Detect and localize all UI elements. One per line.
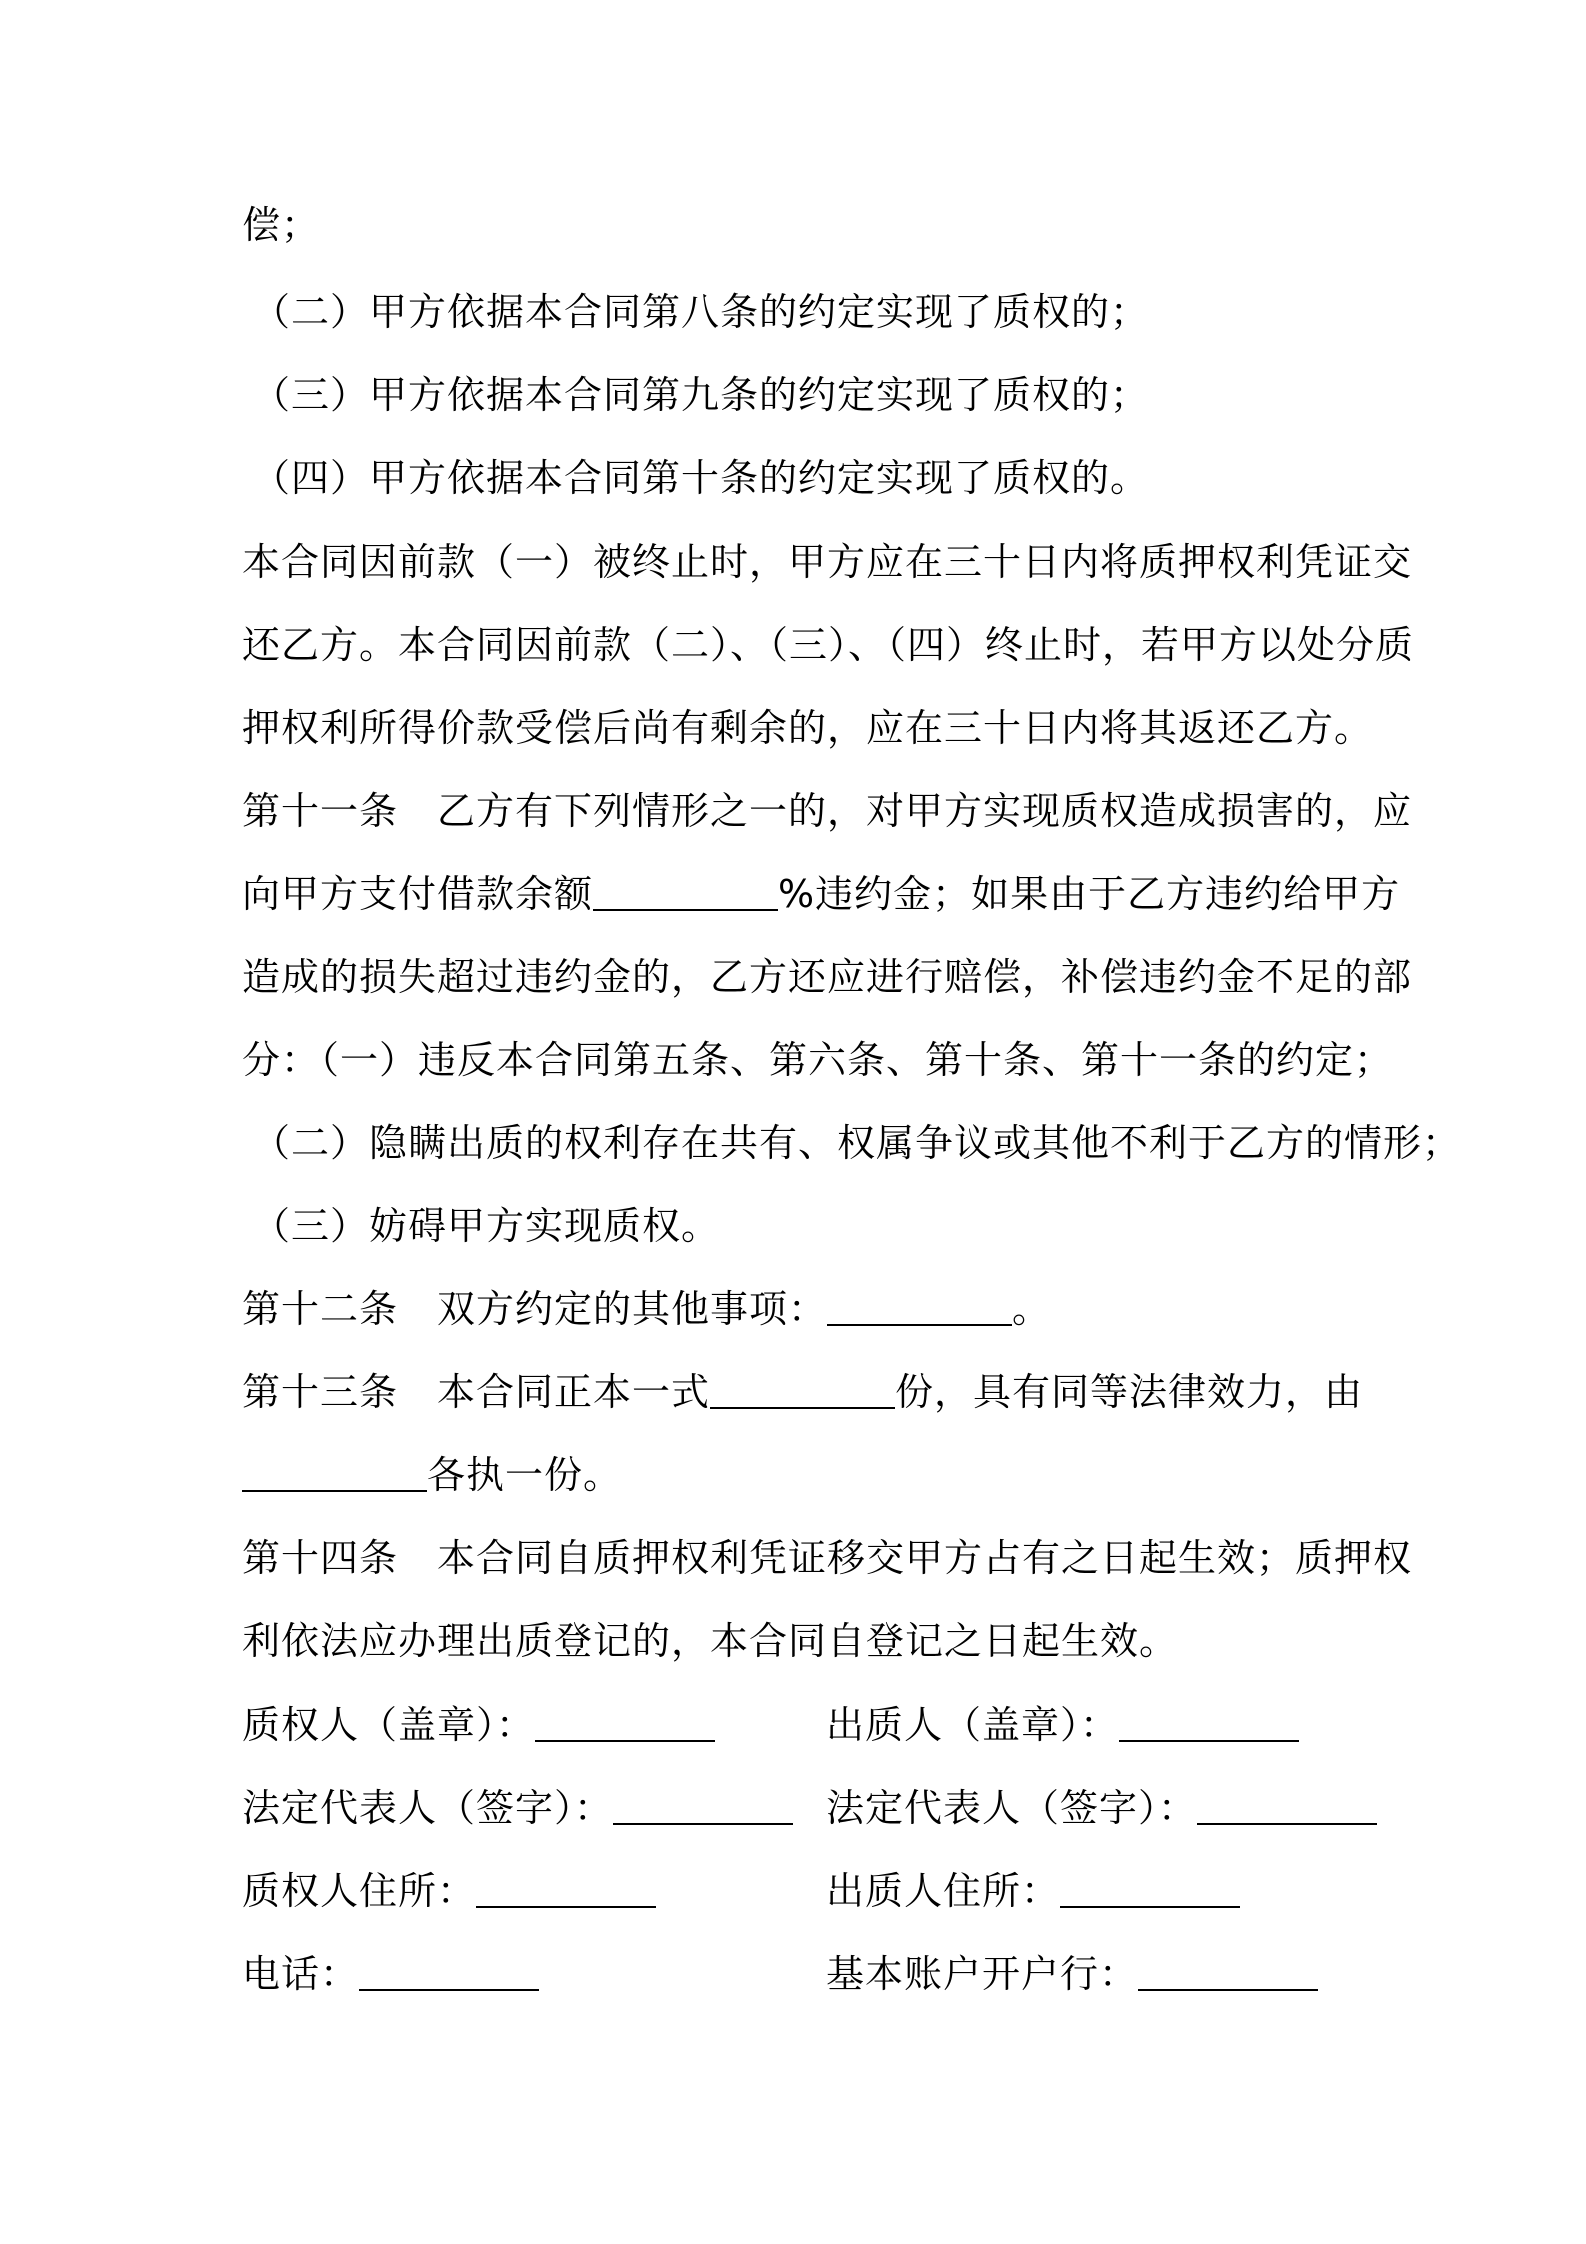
text-line: 还乙方。本合同因前款（二）、（三）、（四）终止时，若甲方以处分质 (242, 623, 1415, 667)
text: 份，具有同等法律效力，由 (895, 1370, 1364, 1414)
signature-label: 法定代表人（签字）： (826, 1786, 1198, 1830)
signature-label: 质权人（盖章）： (242, 1703, 536, 1747)
fill-blank[interactable] (359, 1955, 539, 1991)
text-line: （三）甲方依据本合同第九条的约定实现了质权的； (252, 373, 1150, 417)
fill-blank[interactable] (593, 875, 778, 911)
text: 第十二条 双方约定的其他事项： (242, 1287, 828, 1331)
text-line: 造成的损失超过违约金的，乙方还应进行赔偿，补偿违约金不足的部 (242, 955, 1413, 999)
text-line-with-blank (242, 1367, 1363, 1417)
signature-field (242, 1866, 656, 1916)
text-line: 偿； (242, 203, 321, 247)
text: %违约金；如果由于乙方违约给甲方 (778, 872, 1401, 916)
text: 。 (1012, 1287, 1052, 1331)
fill-blank[interactable] (242, 1456, 427, 1492)
text-line: 第十一条 乙方有下列情形之一的，对甲方实现质权造成损害的，应 (242, 789, 1413, 833)
signature-field (242, 1783, 793, 1833)
text-line: （二）隐瞒出质的权利存在共有、权属争议或其他不利于乙方的情形； (252, 1121, 1462, 1165)
signature-label: 法定代表人（签字）： (242, 1786, 614, 1830)
signature-field (826, 1783, 1377, 1833)
signature-label: 电话： (242, 1952, 360, 1996)
text-line-with-blank (242, 1450, 622, 1500)
text-line: （四）甲方依据本合同第十条的约定实现了质权的。 (252, 456, 1150, 500)
text-line: 第十四条 本合同自质押权利凭证移交甲方占有之日起生效；质押权 (242, 1536, 1413, 1580)
signature-field (242, 1700, 715, 1750)
fill-blank[interactable] (710, 1373, 895, 1409)
fill-blank[interactable] (827, 1290, 1012, 1326)
fill-blank[interactable] (1119, 1706, 1299, 1742)
text: 向甲方支付借款余额 (242, 872, 594, 916)
signature-label: 出质人（盖章）： (826, 1703, 1120, 1747)
text-line-with-blank (242, 869, 1400, 919)
fill-blank[interactable] (1060, 1872, 1240, 1908)
signature-label: 出质人住所： (826, 1869, 1061, 1913)
fill-blank[interactable] (613, 1789, 793, 1825)
fill-blank[interactable] (535, 1706, 715, 1742)
text-line-with-blank (242, 1284, 1051, 1334)
signature-field (826, 1866, 1240, 1916)
fill-blank[interactable] (476, 1872, 656, 1908)
text-line: 本合同因前款（一）被终止时，甲方应在三十日内将质押权利凭证交 (242, 540, 1413, 584)
signature-field (242, 1949, 539, 1999)
signature-label: 质权人住所： (242, 1869, 477, 1913)
fill-blank[interactable] (1138, 1955, 1318, 1991)
signature-field (826, 1949, 1318, 1999)
text-line: 押权利所得价款受偿后尚有剩余的，应在三十日内将其返还乙方。 (242, 706, 1374, 750)
fill-blank[interactable] (1197, 1789, 1377, 1825)
text-line: 分：（一）违反本合同第五条、第六条、第十条、第十一条的约定； (242, 1038, 1394, 1082)
signature-field (826, 1700, 1299, 1750)
text-line: （三）妨碍甲方实现质权。 (252, 1204, 721, 1248)
text: 各执一份。 (427, 1453, 623, 1497)
signature-label: 基本账户开户行： (826, 1952, 1139, 1996)
text-line: （二）甲方依据本合同第八条的约定实现了质权的； (252, 290, 1150, 334)
text: 第十三条 本合同正本一式 (242, 1370, 711, 1414)
text-line: 利依法应办理出质登记的，本合同自登记之日起生效。 (242, 1619, 1179, 1663)
